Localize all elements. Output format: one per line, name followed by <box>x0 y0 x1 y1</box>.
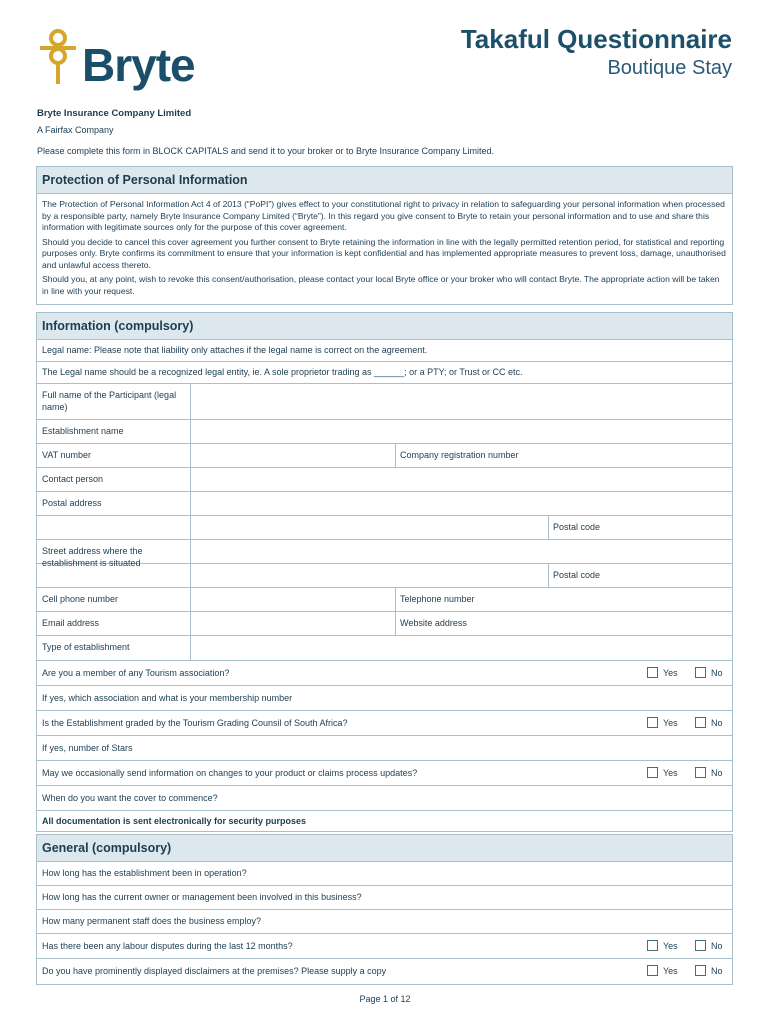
yes-label: Yes <box>663 717 678 728</box>
general-q2-row <box>37 886 732 910</box>
no-checkbox[interactable] <box>695 965 723 976</box>
question-label: How long has the current owner or management been involved in this business? <box>42 892 362 902</box>
docs-row <box>37 811 732 833</box>
yes-checkbox[interactable] <box>647 965 678 976</box>
legal-entity-note <box>37 362 732 384</box>
email-field[interactable] <box>190 612 395 635</box>
field-label: Website address <box>400 618 467 628</box>
cell-row <box>37 588 732 612</box>
no-checkbox[interactable] <box>695 667 723 678</box>
full-name-field[interactable] <box>190 384 732 419</box>
instructions: Please complete this form in BLOCK CAPITALS and send it to your broker or to Bryte Insurance Company Limited. <box>37 146 495 156</box>
cell-field[interactable] <box>190 588 395 611</box>
postal-field-2[interactable] <box>190 516 548 539</box>
street-code-field[interactable] <box>548 564 732 587</box>
yes-label: Yes <box>663 767 678 778</box>
street-row <box>37 540 732 568</box>
postal-row <box>37 492 732 516</box>
popi-heading: Protection of Personal Information <box>37 167 732 194</box>
question-label: If yes, number of Stars <box>42 743 133 753</box>
no-checkbox[interactable] <box>695 940 723 951</box>
contact-field[interactable] <box>190 468 732 491</box>
general-heading: General (compulsory) <box>37 835 732 862</box>
yes-label: Yes <box>663 965 678 976</box>
telephone-field[interactable] <box>395 588 732 611</box>
street-field-2[interactable] <box>190 564 548 587</box>
popi-paragraph: Should you, at any point, wish to revoke this consent/authorisation, please contact your local Bryte office or your broker who will contact Bryte. The appropriate action will be taken in line with your request. <box>42 274 720 296</box>
popi-paragraph: Should you decide to cancel this cover agreement you further consent to Bryte retaining the information in line with the legally permitted retention period, for statistical and reporting purposes only. Bryte confirms its commitment to ensure that your information is kept confidential and has implemented appropriate measures to prevent loss, damage, unauthorised and unlawful access thereto. <box>42 236 726 270</box>
no-label: No <box>711 940 723 951</box>
field-label: VAT number <box>42 450 92 460</box>
field-label: Postal address <box>42 498 102 508</box>
vat-field[interactable] <box>190 444 395 467</box>
question-label: How long has the establishment been in operation? <box>42 868 247 878</box>
popi-paragraph: The Protection of Personal Information Act 4 of 2013 (“PoPI”) gives effect to your constitutional right to privacy in relation to safeguarding your personal information when processed by a responsible party, namely Bryte Insurance Company Limited (“Bryte”). In this regard you give consent to Bryte to retain your personal information and to use and share this information with legitimate sources only for the purpose of this cover agreement. <box>42 199 725 232</box>
field-label: Contact person <box>42 474 104 484</box>
no-checkbox[interactable] <box>695 717 723 728</box>
general-q4-row <box>37 934 732 959</box>
general-q3-row <box>37 910 732 934</box>
yes-checkbox[interactable] <box>647 667 678 678</box>
note-text: The Legal name should be a recognized legal entity, ie. A sole proprietor trading as ______; or a PTY; or Trust or CC etc. <box>42 367 523 377</box>
stars-row <box>37 736 732 761</box>
company-name: Bryte Insurance Company Limited <box>37 108 192 119</box>
no-label: No <box>711 767 723 778</box>
question-label: How many permanent staff does the business employ? <box>42 916 261 926</box>
field-label: Postal code <box>553 570 601 580</box>
bryte-logo <box>36 26 216 96</box>
docs-note: All documentation is sent electronically for security purposes <box>42 816 307 826</box>
street-code-row <box>37 564 732 588</box>
no-checkbox[interactable] <box>695 767 723 778</box>
field-label: Postal code <box>553 522 601 532</box>
field-label: Establishment name <box>42 426 124 436</box>
association-row <box>37 686 732 711</box>
information-heading: Information (compulsory) <box>37 313 732 340</box>
legal-name-note <box>37 340 732 362</box>
popi-section <box>36 166 733 305</box>
field-label: Type of establishment <box>42 642 130 652</box>
email-row <box>37 612 732 636</box>
website-field[interactable] <box>395 612 732 635</box>
page-number: Page 1 of 12 <box>359 994 411 1004</box>
establishment-row <box>37 420 732 444</box>
yes-label: Yes <box>663 940 678 951</box>
no-label: No <box>711 965 723 976</box>
brand-name: Bryte <box>82 39 195 91</box>
question-label: Is the Establishment graded by the Tourism Grading Counsil of South Africa? <box>42 718 348 728</box>
postal-field[interactable] <box>190 492 732 515</box>
yes-checkbox[interactable] <box>647 940 678 951</box>
yes-label: Yes <box>663 667 678 678</box>
type-row <box>37 636 732 661</box>
field-label: Full name of the Participant (legal name) <box>42 390 177 412</box>
general-q5-row <box>37 959 732 984</box>
page-title: Takaful Questionnaire <box>460 24 732 54</box>
establishment-field[interactable] <box>190 420 732 443</box>
type-field[interactable] <box>190 636 732 660</box>
field-label: Telephone number <box>400 594 475 604</box>
yes-checkbox[interactable] <box>647 767 678 778</box>
field-label: Cell phone number <box>42 594 119 604</box>
question-label: When do you want the cover to commence? <box>42 793 218 803</box>
general-section <box>36 834 733 985</box>
company-reg-field[interactable] <box>395 444 732 467</box>
question-label: Are you a member of any Tourism association? <box>42 668 230 678</box>
question-label: Do you have prominently displayed disclaimers at the premises? Please supply a copy <box>42 966 387 976</box>
bryte-knot-icon <box>36 26 80 86</box>
yes-checkbox[interactable] <box>647 717 678 728</box>
full-name-row <box>37 384 732 420</box>
vat-row <box>37 444 732 468</box>
information-section <box>36 312 733 832</box>
tourism-row <box>37 661 732 686</box>
no-label: No <box>711 717 723 728</box>
field-label: Company registration number <box>400 450 519 460</box>
postal-code-row <box>37 516 732 540</box>
postal-code-field[interactable] <box>548 516 732 539</box>
note-text: Legal name: Please note that liability only attaches if the legal name is correct on the agreement. <box>42 345 428 355</box>
question-label: If yes, which association and what is your membership number <box>42 693 293 703</box>
contact-row <box>37 468 732 492</box>
graded-row <box>37 711 732 736</box>
question-label: May we occasionally send information on changes to your product or claims process updates? <box>42 768 418 778</box>
page-subtitle: Boutique Stay <box>607 57 732 79</box>
title-block <box>461 24 732 80</box>
field-label: Email address <box>42 618 100 628</box>
cover-row <box>37 786 732 811</box>
parent-company: A Fairfax Company <box>37 125 114 135</box>
general-q1-row <box>37 862 732 886</box>
no-label: No <box>711 667 723 678</box>
updates-row <box>37 761 732 786</box>
question-label: Has there been any labour disputes during the last 12 months? <box>42 941 293 951</box>
field-label: Street address where the establishment is situated <box>42 546 143 568</box>
street-field[interactable] <box>190 540 732 563</box>
